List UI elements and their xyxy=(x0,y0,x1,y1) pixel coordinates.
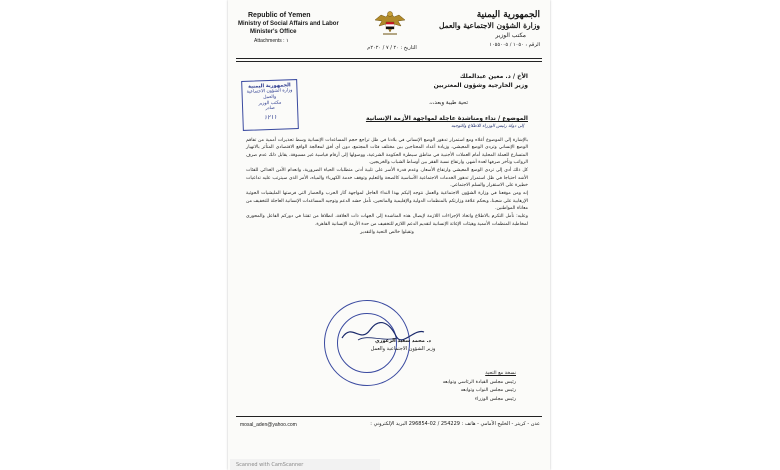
arabic-letterhead xyxy=(420,10,540,48)
signatory-name: د. محمد سعيد الزعوري xyxy=(374,338,431,344)
letter-page xyxy=(228,0,550,470)
country-name-ar: الجمهورية اليمنية xyxy=(476,10,540,20)
copies-list xyxy=(443,370,516,405)
letter-subject: الموضوع / نداء ومناشدة عاجلة لمواجهة الأزمة الإنسانية xyxy=(365,115,528,122)
recipient-block xyxy=(434,73,528,90)
stamp-heading: الجمهورية اليمنية xyxy=(247,82,291,90)
office-name-ar: مكتب الوزير xyxy=(495,32,526,39)
ministry-name-en: Ministry of Social Affairs and Labor xyxy=(238,21,339,27)
recipient-name: الأخ / د. معين عبدالملك xyxy=(459,73,528,80)
footer-divider xyxy=(236,416,542,417)
body-paragraph: إنه ومن موقعنا في وزارة الشؤون الاجتماعية والعمل نتوجه إليكم بهذا النداء العاجل لمواجهة آثار الحرب والحصار التي فرضتها المليشيات الحوثية الإرهابية على شعبنا، وبحكم علاقة وزارتكم بالمنظمات الدولية والإقليمية والمانحين، نأمل حشد الدعم وتوجيه المساعدات الإنسانية العاجلة للتخفيف من معاناة المواطنين. xyxy=(246,191,528,212)
outgoing-stamp xyxy=(241,79,299,131)
letter-date: التاريخ : ٢٠ / ٧ / ٢٠٢٠م xyxy=(367,45,417,51)
footer-email: mosal_aden@yahoo.com xyxy=(240,422,297,428)
stamp-number: ١٢١١ xyxy=(263,113,277,121)
stamp-label: صادر xyxy=(265,105,275,112)
ministry-name-ar: وزارة الشؤون الاجتماعية والعمل xyxy=(438,21,540,30)
stamp-ministry: وزارة الشؤون الاجتماعية والعمل xyxy=(246,88,293,101)
office-name-en: Minister's Office xyxy=(250,29,297,35)
recipient-title: وزير الخارجية وشؤون المغتربين xyxy=(433,81,528,89)
scanner-watermark xyxy=(230,459,380,470)
yemen-eagle-emblem-icon xyxy=(373,8,407,38)
reference-number: الرقم : ١٠٥٠ / ١٠٥٥٠٠٥ xyxy=(489,42,540,48)
attachments-label: Attachments : ١ xyxy=(254,38,289,44)
signatory-title: وزير الشؤون الاجتماعية والعمل xyxy=(370,346,436,352)
english-letterhead xyxy=(238,12,358,44)
greeting: تحية طيبة وبعد،،، xyxy=(429,100,468,106)
scanner-text: Scanned with CamScanner xyxy=(236,462,304,468)
handwritten-note: إلى دولة رئيس الوزراء للاطلاع والتوجيه xyxy=(451,124,524,129)
copy-recipient: رئيس مجلس النواب وتوابعه xyxy=(460,388,516,394)
letter-body xyxy=(246,137,528,237)
stamp-office: مكتب الوزير xyxy=(258,100,282,106)
country-name-en: Republic of Yemen xyxy=(248,12,311,19)
body-paragraph: كل ذلك أدى إلى تردي الوضع المعيشي وارتفاع الأسعار، وعدم قدرة الأسر على تلبية أدنى متطلبات الحياة الضرورية، وانعدام الأمن الغذائي للفئات الأشد احتياجا في ظل استمرار تدهور الخدمات الاجتماعية الأساسية كالصحة والتعليم وتوقف خدمة الكهرباء والمياه، الأمر الذي سيترتب عليه تداعيات خطيرة على الاستقرار والسلم الاجتماعي. xyxy=(246,168,528,189)
closing-line: وتقبلوا خالص التحية والتقدير xyxy=(360,230,414,236)
copy-recipient: رئيس مجلس الوزراء xyxy=(474,396,516,402)
copy-recipient: رئيس مجلس القيادة الرئاسي وتوابعه xyxy=(442,379,516,385)
header-divider xyxy=(236,58,542,59)
body-paragraph: بالإشارة إلى الموضوع أعلاه ومع استمرار تدهور الوضع الإنساني في بلادنا في ظل تراجع حجم المساعدات الإنسانية وسط تحذيرات أممية من تفاقم الوضع الإنساني وتردي الوضع المعيشي، وزيادة أعداد المحتاجين بين مختلف فئات المجتمع، دون أي أفق لمعالجة الواقع الاقتصادي المتأثر بالانهيار المتسارع للعملة المحلية أمام العملات الأجنبية في مناطق سيطرة الحكومة الشرعية، ووصولها إلى أرقام قياسية غير مسبوقة، يقابل ذلك عدم صرف الرواتب وتأخر صرفها لعدة أشهر، وارتفاع نسبة الفقر بين أوساط الشباب والخريجين. xyxy=(246,138,528,166)
body-paragraph: وعليه: نأمل التكرم بالاطلاع واتخاذ الإجراءات اللازمة لإيصال هذه المناشدة إلى الجهات ذات العلاقة، انطلاقا من ثقتنا في دوركم الفاعل والمحوري لمخاطبة المنظمات الأممية وهيئات الإغاثة الإنسانية لتقديم الدعم اللازم للتخفيف من حدة الأزمة الإنسانية القاهرة. xyxy=(246,214,528,227)
copies-heading: نسخة مع التحية xyxy=(485,371,516,376)
header-divider-thin xyxy=(236,61,542,62)
footer-address: عدن - كريتر - الخليج الأمامي - هاتف : 254229 / 02-296854 البريد الإلكتروني : xyxy=(370,421,540,427)
